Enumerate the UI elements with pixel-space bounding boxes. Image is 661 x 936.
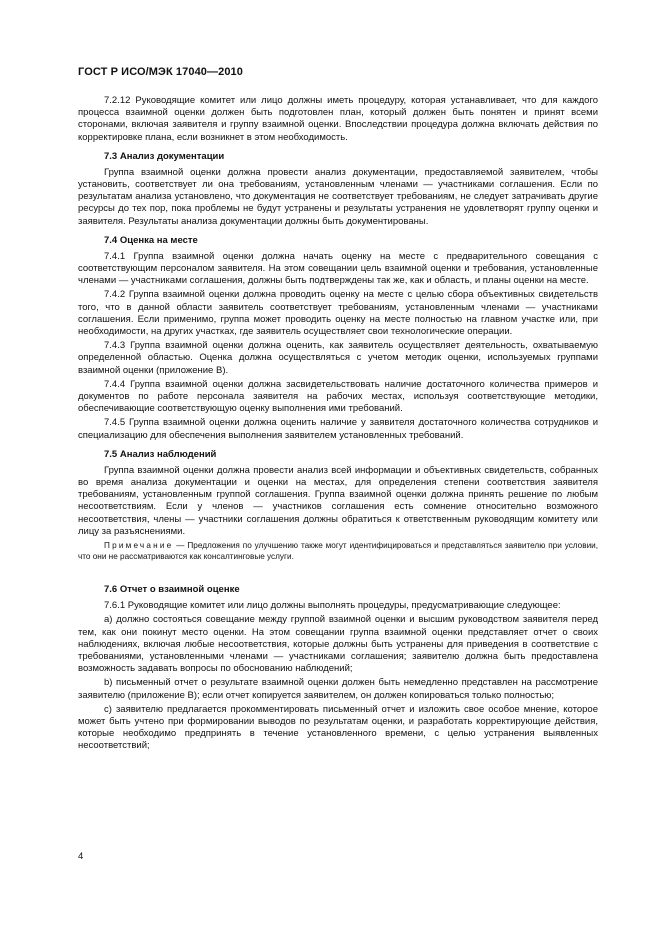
paragraph-7-4-2: 7.4.2 Группа взаимной оценки должна проводить оценку на месте с целью сбора объективных свидетельств того, что в данной области заявитель соответствует требованиям, установленным членами — участниками соглашения. Если применимо, группа может проводить оценку на месте полностью на главном участке или, при необходимости, на других участках, где заявитель осуществляет свои технологические операции. [78,289,598,338]
document-body [78,95,598,755]
page-number: 4 [78,851,84,862]
paragraph-7-4-4: 7.4.4 Группа взаимной оценки должна засвидетельствовать наличие достаточного количества примеров и документов по работе персонала заявителя на рабочих местах, используя соответствующие методики, обеспечивающие соответствующую оценку выполнения ими требований. [78,378,598,415]
paragraph-7-4-1: 7.4.1 Группа взаимной оценки должна начать оценку на месте с предварительного совещания с соответствующим персоналом заявителя. На этом совещании цель взаимной оценки и требования, установленные членами — участниками соглашения, должны быть подтверждены так же, как и область, и планы оценки на месте. [78,250,598,287]
paragraph-7-6-1: 7.6.1 Руководящие комитет или лицо должны выполнять процедуры, предусматривающие следующее: [104,600,561,612]
list-item-c: c) заявителю предлагается прокомментировать письменный отчет и изложить свое особое мнение, которое может быть учтено при формировании выводов по результатам оценки, и разработать корректирующие действия, которые необходимо предпринять в течение установленного времени, с целью устранения выявленных несоответствий; [78,703,598,752]
note-text: — Предложения по улучшению также могут идентифицироваться и представляться заявителю при условии, что они не рассматриваются как консалтинговые услуги. [78,541,598,562]
note [78,540,598,562]
paragraph-7-5: Группа взаимной оценки должна провести анализ всей информации и объективных свидетельств, собранных во время анализа документации и оценки на местах, для определения степени соответствия заявителя требованиям, установленным группой соглашения. Группа взаимной оценки должна принять решение по любым несоответствиям. Если у членов — участников соглашения есть сомнение относительно возможного несоответствия, члены — участники соглашения должны обратиться к ответственным руководящим комитету или лицу за разъяснениями. [78,464,598,537]
heading-7-3: 7.3 Анализ документации [104,150,225,162]
paragraph-7-2-12: 7.2.12 Руководящие комитет или лицо должны иметь процедуру, которая устанавливает, что для каждого процесса взаимной оценки должен быть подготовлен план, который должен быть понятен и принят всеми сторонами, включая заявителя и группу взаимной оценки. Впоследствии процедура должна включать действия по корректировке плана, если возникнет в этом необходимость. [78,95,598,143]
heading-7-5: 7.5 Анализ наблюдений [104,448,217,460]
paragraph-7-4-5: 7.4.5 Группа взаимной оценки должна оценить наличие у заявителя достаточного количества сотрудников и специализацию для обеспечения выполнения заявителем установленных требований. [78,417,598,441]
paragraph-7-4-3: 7.4.3 Группа взаимной оценки должна оценить, как заявитель осуществляет деятельность, охватываемую определенной областью. Оценка должна осуществляться с учетом методик оценки, используемых группами взаимной оценки (приложение В). [78,340,598,376]
note-label: Примечание [104,541,174,551]
heading-7-6: 7.6 Отчет о взаимной оценке [104,584,240,596]
list-item-a: а) должно состояться совещание между группой взаимной оценки и высшим руководством заявителя перед тем, как они покинут место оценки. На этом совещании группа взаимной оценки представляет отчет о своих наблюдениях, включая любые несоответствия, которые должны быть устранены для приведения в соответствие с требованиями, установленными членами — участниками соглашения; заявителю должна быть предоставлена возможность задавать вопросы по обоснованию наблюдений; [78,614,598,675]
list-item-b: b) письменный отчет о результате взаимной оценки должен быть немедленно представлен на рассмотрение заявителю (приложение В); если отчет копируется заявителем, он должен копироваться только полностью; [78,677,598,701]
document-header: ГОСТ Р ИСО/МЭК 17040—2010 [78,66,243,78]
paragraph-7-3: Группа взаимной оценки должна провести анализ документации, предоставляемой заявителем, чтобы установить, соответствует ли она требованиям, установленным членами — участниками соглашения. Если по результатам анализа установлено, что документация не соответствует требованиям, не следует затрачивать другие ресурсы до тех пор, пока проблемы не будут устранены и результаты устранения не удовлетворят группу оценки и заявителя. Результаты анализа документации должны быть документированы. [78,166,598,227]
heading-7-4: 7.4 Оценка на месте [104,234,198,246]
